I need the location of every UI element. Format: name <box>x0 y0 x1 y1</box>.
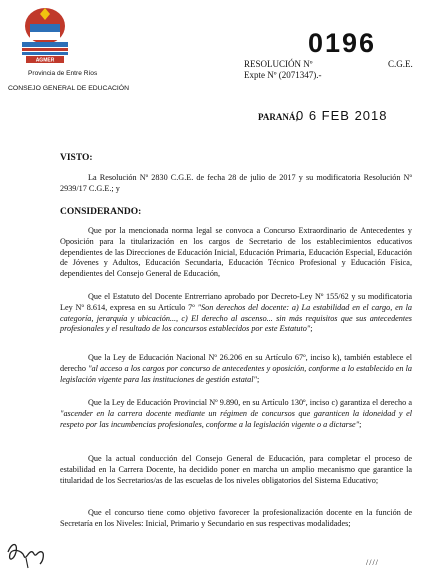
svg-text:AGMER: AGMER <box>35 57 55 64</box>
quoted-text: "al acceso a los cargos por concurso de antecedentes y oposición, conforme a lo establecido en la legislación vigente para las instituciones de gestión estatal" <box>60 363 412 384</box>
page-marks: //// <box>366 558 379 567</box>
visto-paragraph: La Resolución Nº 2830 C.G.E. de fecha 28 de julio de 2017 y su modificatoria Resolución Nº 2939/17 C.G.E.; y <box>60 173 412 193</box>
considerando-paragraph-5: Que la actual conducción del Consejo General de Educación, para completar el proceso de estabilidad en la Carrera Docente, ha decidido poner en marcha un amplio mecanismo que garantice la titularidad de los Secretarios/as de las escuelas de los niveles obligatorios del Sistema Educativo; <box>60 454 412 485</box>
considerando-paragraph-6: Que el concurso tiene como objetivo favorecer la profesionalización docente en la función de Secretaría en los Niveles: Inicial, Primario y Secundario en sus respectivas modalidades; <box>60 508 412 528</box>
province-name: Provincia de Entre Ríos <box>28 70 98 77</box>
considerando-paragraph-4 <box>60 398 412 430</box>
considerando-paragraph-3 <box>60 353 412 385</box>
paragraph-text: ; <box>310 324 313 334</box>
expediente-number: Expte Nº (2071347).- <box>244 70 322 80</box>
considerando-heading: CONSIDERANDO: <box>60 207 142 217</box>
paragraph-text: Que el Estatuto del Docente Entrerriano aprobado por Decreto-Ley Nº 155/62 y su modificatoria Ley Nº 8.614, expresa en su Artículo 7º <box>60 292 412 312</box>
resolution-label: RESOLUCIÓN Nº <box>244 59 313 69</box>
resolution-suffix: C.G.E. <box>388 59 413 69</box>
place-label: PARANÁ; <box>258 112 299 122</box>
resolution-number: 0196 <box>308 28 377 58</box>
paragraph-text: Que la Ley de Educación Provincial Nº 9.890, en su Artículo 130º, inciso c) garantiza el derecho a <box>88 398 412 407</box>
paragraph-text: Que la Ley de Educación Nacional Nº 26.206 en su Artículo 67º, inciso k), también establece el derecho <box>60 353 412 373</box>
visto-heading: VISTO: <box>60 153 93 163</box>
considerando-paragraph-1: Que por la mencionada norma legal se convoca a Concurso Extraordinario de Antecedentes y Oposición para la titularización en los cargos de Secretario de los establecimientos educativos dependientes de las Direcciones de Educación Inicial, Educación Primaria, Educación Especial, Educación de Jóvenes y Adultos, Educación Secundaria, Educación Técnico Profesional y Educación Física, dependientes del Consejo General de Educación, <box>60 226 412 279</box>
considerando-paragraph-2 <box>60 292 412 335</box>
quoted-text: "ascender en la carrera docente mediante un régimen de concursos que garanticen la idoneidad y el respeto por las incumbencias profesionales, conforme a la legislación vigente o a dictarse" <box>60 408 412 429</box>
council-name: CONSEJO GENERAL DE EDUCACIÓN <box>8 85 129 92</box>
date-stamp: 0 6 FEB 2018 <box>296 108 388 123</box>
paragraph-text: ; <box>256 374 260 384</box>
coat-of-arms-seal <box>16 4 74 66</box>
handwritten-initials <box>4 538 52 570</box>
quoted-text: "Son derechos del docente: a) La estabilidad en el cargo, en la categoría, jerarquía y ubicación..., c) El derecho al ascenso... sin más requisitos que sus antecedentes profesionales y el resultado de los concursos establecidos por este Estatuto" <box>60 302 412 334</box>
paragraph-text: ; <box>359 419 362 429</box>
